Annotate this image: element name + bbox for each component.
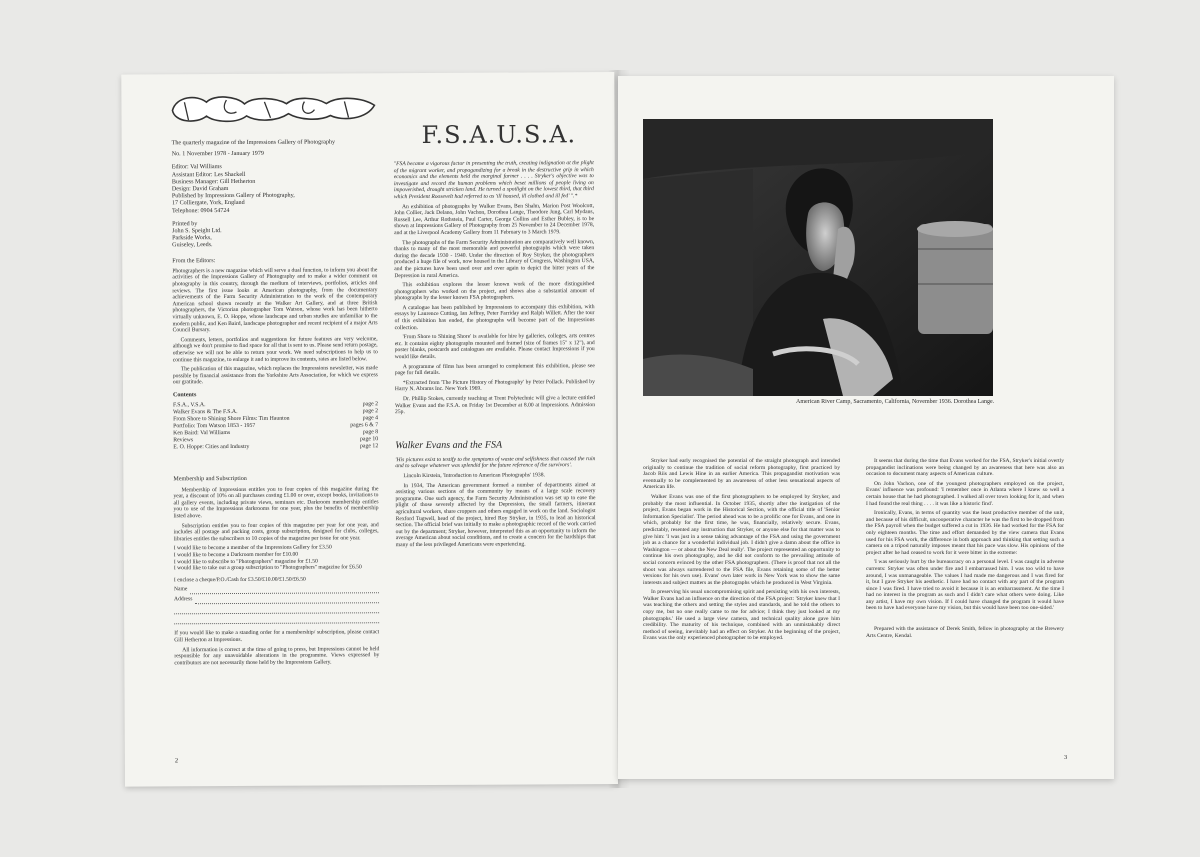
page-number: 3	[1064, 754, 1068, 761]
masthead-logo	[166, 89, 381, 128]
editors-heading: From the Editors:	[172, 257, 216, 264]
page-number: 2	[174, 757, 179, 765]
printer-info	[172, 220, 377, 250]
section-quote: 'His pictures exist to testify to the symptoms of waste and selfishness that caused the ruin and to salvage whatever was splendid for the future reference of the survivors'.	[395, 455, 596, 470]
membership-heading: Membership and Subscription	[173, 476, 247, 483]
option-line[interactable]: I would like to become a member of the Impressions Gallery for £3.50	[173, 544, 332, 552]
membership-paragraph: Membership of Impressions entitles you to four copies of this magazine during the year, a discount of 10% on all purchases costing £1.00 or over, except books, invitations to all gallery events, including private views, seminars etc. Darkroom membership entitles you to use of the Impressions darkrooms for one year, plus the benefits of membership listed above.	[173, 485, 379, 520]
staff-line: Business Manager: Gill Hetherton	[171, 178, 256, 186]
article-paragraph: Walker Evans was one of the first photographers to be employed by Stryker, and probably the most influential. In October 1935, shortly after the instigation of the project, Evans began work in the Historical Section, with the official title of 'Senior Information Specialist'. The period ahead was to be a prolific one for Evans, and one in which, probably for the first time, he was, financially, relatively secure. Evans, predictably, resented any instruction that Stryker, or anyone else for that matter was to give him: 'I was just in a sense taking advantage of the FSA and using the government job as a chance for a wonderful individual job. I didn't give a damn about the office in Washington — or about the New Deal really'. The project represented an opportunity to continue his own photography, and he did not conform to the prevailing attitude of social concern evinced by the other FSA photographers. (There is proof that not all the shoot was always surrendered to the FSA file, Evans retaining some of the better versions for his own use). Evans' own later work in New York was to show the same interests and subject matters as the photographs which he produced in West Virginia.	[643, 493, 840, 586]
staff-line: Design: David Graham	[171, 186, 229, 193]
contents-page: page 12	[360, 442, 379, 449]
article-footnote: *Extracted from 'The Picture History of Photography' by Peter Pollack. Published by Harry N. Abrams Inc. New York 1969.	[394, 378, 595, 393]
standing-order-note: If you would like to make a standing order for a membership/ subscription, please contact Gill Hetherton at Impressions.	[174, 629, 380, 644]
staff-line: Telephone: 0904 54724	[171, 207, 230, 214]
staff-line: 17 Colliergate, York, England	[171, 200, 245, 207]
contents-page: pages 6 & 7	[350, 422, 379, 429]
photograph-image	[643, 119, 993, 396]
quote-source: Lincoln Kirstein, 'Introduction to American Photographs' 1938.	[403, 472, 545, 480]
contents-title: Reviews	[173, 436, 194, 443]
contents-title: From Shore to Shining Shore Films: Tim Haunton	[173, 415, 290, 423]
name-label: Name	[173, 586, 188, 593]
credit-note: Prepared with the assistance of Derek Smith, fellow in photography at the Brewery Arts Centre, Kendal.	[866, 626, 1064, 639]
intro-quote: "FSA became a vigorous factor in presenting the truth, creating indignation at the plight of the migrant worker, and propagandizing for a break in the destructive grip in which economics and the elements held the marginal farmer . . . . Stryker's objective was to investigate and record the human problems which beset millions of people living on impoverished, drought stricken land. He turned a spotlight on the lowest third, that third which President Roosevelt had referred to as 'ill housed, ill clothed and ill fed' ".*	[393, 160, 594, 201]
printer-line: Parkside Works,	[172, 235, 212, 242]
editors-paragraph: Photographers is a new magazine which will serve a dual function, to inform you about the activities of the Impressions Gallery of Photography and to make a wider comment on photography in this country, through the medium of interviews, portfolios, articles and reviews. The first issue looks at American photography, from the documentary achievements of the Farm Security Administration to the work of the contemporary American school shown recently at the Walker Art Gallery, and at three British photographers, the Victorian photographer Tom Watson, whose work has been hitherto virtually unknown, E. O. Hoppe, whose landscape and urban studies are unfamiliar to the modern public, and Ken Baird, landscape photographer and recent recipient of a major Arts Council Bursary.	[172, 267, 378, 334]
contents-list	[173, 401, 378, 450]
contents-title: F.S.A., V.S.A.	[172, 402, 206, 409]
left-column	[172, 139, 380, 669]
photo-caption: American River Camp, Sacramento, California, November 1936. Dorothea Lange.	[796, 399, 995, 405]
article-paragraph: Stryker had early recognised the potential of the straight photograph and intended originally to continue the tradition of social reform photography, first practiced by Jacob Riis and Lewis Hine in an earlier America. This propagandist motivation was eventually to be complemented by an awareness of other less sensational aspects of American life.	[643, 458, 840, 491]
article-paragraph: Ironically, Evans, in terms of quantity was the least productive member of the unit, and because of his difficult, uncooperative character he was the first to be dropped from the FSA payroll when the budget suffered a cut in 1936. He had worked for the FSA for only eighteen months. The time and effort demanded by the view camera that Evans used for his FSA work, the difference in both approach and thinking that setting such a camera on a tripod naturally imposes meant that his pace was slow. His opinions of the project after he had ceased to work for it were bitter in the extreme:	[866, 510, 1064, 556]
left-page	[121, 72, 618, 787]
contents-page: page 4	[362, 415, 379, 422]
subscription-options	[174, 545, 379, 572]
contents-title: E. O. Hoppe: Cities and Industry	[173, 443, 250, 450]
enclose-line: I enclose a cheque/P.O./Cash for £3.50/£10.00/£1.50/£6.50	[173, 576, 306, 584]
disclaimer: All information is correct at the time of going to press, but Impressions cannot be held responsible for any unavoidable alterations in the programme. Views expressed by contributors are not necessarily those held by the Impressions Gallery.	[174, 645, 380, 667]
option-line[interactable]: I would like to take out a group subscription to "Photographers" magazine for £6.50	[173, 564, 362, 572]
option-line[interactable]: I would like to subscribe to "Photographers" magazine for £1.50	[173, 558, 318, 565]
address-label: Address	[174, 596, 193, 603]
editors-paragraph: Comments, letters, portfolios and suggestions for future features are very welcome, although we don't promise to find space for all that is sent to us. Please send return postage, otherwise we will not be able to return your work. We need subscriptions to help us to continue this magazine, to enlarge it and to improve its contents, rates are listed below.	[172, 336, 378, 363]
tagline: The quarterly magazine of the Impressions Gallery of Photography	[171, 139, 336, 147]
article-column	[394, 160, 596, 552]
article-paragraph: It seems that during the time that Evans worked for the FSA, Stryker's initial overtly propagandist inclinations were being changed by an awareness that here was also an occasion to document many aspects of American culture.	[866, 458, 1064, 478]
section-heading: Walker Evans and the FSA	[395, 439, 503, 451]
contents-page: page 10	[359, 435, 379, 443]
printer-line: John S. Speight Ltd.	[172, 228, 222, 235]
address-line-3[interactable]	[174, 616, 379, 625]
article-paragraph: On John Vachon, one of the youngest photographers employed on the project, Evans' influence was profound: 'I remember once in Atlanta where I knew so well a certain house that he had photographed. I walked all over town looking for it, and when I had found the real thing . . . . it was like a historic find'.	[866, 480, 1064, 507]
article-paragraph: A catalogue has been published by Impressions to accompany this exhibition, with essays by Laurence Cutting, Ian Jeffrey, Peter Farriday and Ralph Willett. After the tour of this exhibition has ended, the photographs will become part of the Impressions collection.	[394, 303, 595, 331]
contents-page: page 2	[362, 401, 379, 408]
article-paragraph: 'I was seriously hurt by the bureaucracy on a personal level. I was caught in adverse currents: Stryker was often under fire and I embarrassed him. I was too wild to have around, I was unmanageable. The values I had made me dangerous and I was fired for it, but I gave Stryker his aesthetic. I have had no contact with any part of the program since I was fired. I have tried to avoid it because it is an embarrassment. At the time I had no interest in the program as such and I didn't care what others were doing. Like any artist, I have my own vision. If I could have changed the program it would have been to have had everyone have my vision, but this would have been too one-sided.'	[866, 559, 1064, 612]
contents-heading: Contents	[172, 392, 197, 399]
contents-page: page 8	[362, 429, 379, 436]
staff-line: Editor: Val Williams	[171, 164, 222, 171]
option-line[interactable]: I would like to become a Darkroom member for £10.00	[173, 551, 299, 559]
article-paragraph: 'From Shore to Shining Shore' is available for hire by galleries, colleges, arts centres etc. It contains eighty photographs mounted and framed (size of frames 15" x 12"), and poster blanks, postcards and catalogues are available. Please contact Impressions if you would like details.	[394, 333, 595, 361]
printer-line: Guiseley, Leeds.	[172, 242, 213, 249]
membership-paragraph: Subscription entitles you to four copies of this magazine per year for one year, and includes all postage and packing costs, group subscription, designed for clubs, colleges, libraries entitles the subscribers to 10 copies of the magazine per issue for one year.	[173, 521, 379, 543]
article-paragraph: In 1934, The American government formed a number of departments aimed at assisting various sections of the community by means of a large scale recovery programme. One such agency, the Farm Security Administration was set up to ease the plight of those severely affected by the Depression, the small farmers, itinerant agricultural workers, share croppers and others engaged in work on the land. Sociologist Rexford Tugwell, head of the project, hired Roy Stryker, in 1935, to lead an historical section. The official brief was initially to make a photographic record of the work carried out by the department; Stryker, however, interpreted this as an opportunity to inform the average American about social conditions, and to create a concern for the hardships that many of the less privileged Americans were experiencing.	[395, 481, 596, 549]
staff-line: Published by Impressions Gallery of Photography,	[171, 192, 295, 200]
contents-title: Walker Evans & The F.S.A.	[173, 409, 238, 416]
contents-title: Portfolio: Tom Watson 1853 - 1957	[173, 422, 256, 430]
article-paragraph: This exhibition explores the lesser known work of the more distinguished photographers who worked on the project, and shows also a substantial amount of photographs by the lesser known FSA photographers.	[394, 281, 595, 302]
photograph	[643, 119, 993, 396]
article-title: F.S.A.U.S.A.	[421, 120, 577, 150]
staff-line: Assistant Editor: Les Shackell	[171, 171, 246, 178]
right-page	[618, 76, 1114, 779]
article-paragraph: The photographs of the Farm Security Administration are comparatively well known, thanks to many of the most memorable and powerful photographs which were taken during the decade 1930 - 1940. Under the direction of Roy Stryker, the photographers produced a huge file of work, now housed in the Library of Congress, Washington USA, and the pictures have been used over and over again to depict the bitter years of the Depression in rural America.	[394, 238, 595, 279]
printer-line: Printed by	[172, 221, 198, 228]
article-paragraph: Dr. Phillip Stokes, currently teaching at Trent Polytechnic will give a lecture entitled Walker Evans and the F.S.A. on Friday 1st December at 8.00 at Impressions. Admission 25p.	[395, 395, 596, 416]
article-paragraph: An exhibition of photographs by Walker Evans, Ben Shahn, Marion Post Woolcott, John Collier, Jack Delano, John Vachon, Dorothea Lange, Theodore Jung, Carl Mydans, Russell Lee, Arthur Rothstein, Paul Carter, George Collins and Esther Bubley, is to be shown at Impressions Gallery of Photography from 25 November to 24 December 1978, and at the Liverpool Academy Gallery from 11 February to 3 March 1979.	[393, 202, 595, 237]
right-column-2	[866, 458, 1064, 642]
staff-list	[172, 164, 377, 215]
editors-paragraph: The publication of this magazine, which replaces the Impressions newsletter, was made possible by financial assistance from the Yorkshire Arts Association, for which we express our gratitude.	[172, 365, 378, 386]
address-line-2[interactable]	[174, 606, 379, 615]
article-paragraph: In preserving his usual uncompromising spirit and persisting with his own interests, Walker Evans had an influence on the direction of the FSA project: 'Stryker knew that I was teaching the others and setting the styles and standards, and he told the others to copy me, but no one really came to me for advice; I think they just looked at my photographs.' He used a large view camera, and technical quality alone gave him credibility. The maturity of his technique, combined with an unmistakably direct method of seeing, inevitably had an effect on Stryker. At the beginning of the project, Evans was the only experienced photographer to be employed.	[643, 589, 840, 642]
issue-line: No. 1 November 1978 - January 1979	[171, 151, 264, 158]
article-paragraph: A programme of films has been arranged to complement this exhibition, please see page for full details.	[394, 362, 595, 377]
contents-title: Ken Baird: Val Williams	[173, 429, 231, 437]
contents-row[interactable]	[173, 443, 378, 451]
contents-page: page 2	[362, 408, 379, 415]
right-column-1	[643, 458, 840, 645]
